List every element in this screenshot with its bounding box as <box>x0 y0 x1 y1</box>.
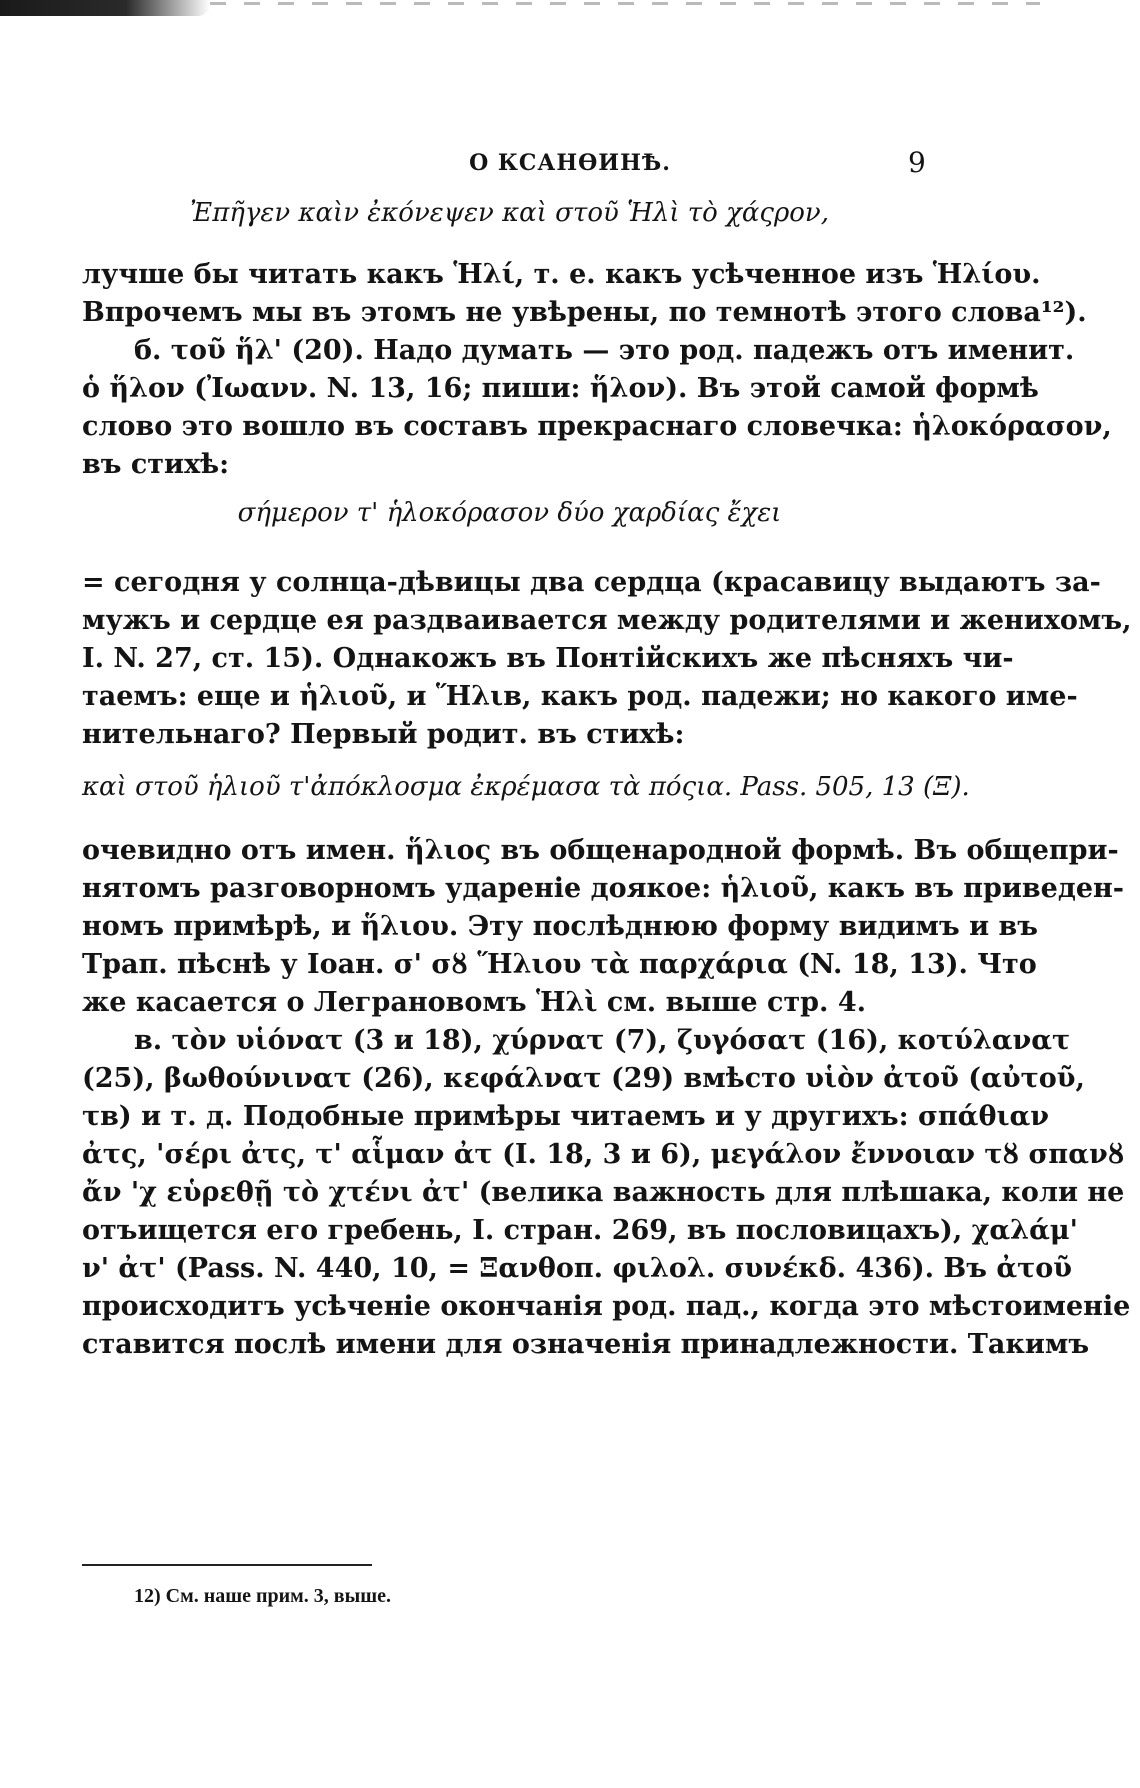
body-line-14: номъ примѣрѣ, и ἥλιου. Эту послѣднюю форму видимъ и въ <box>82 911 1038 942</box>
body-line-6: въ стихѣ: <box>82 449 230 480</box>
body-line-13: нятомъ разговорномъ удареніе доякое: ἡλιοῦ, какъ въ приведен- <box>82 873 1124 904</box>
body-line-22: отъищется его гребень, I. стран. 269, въ пословицахъ), χαλάμ' <box>82 1215 1078 1246</box>
body-line-12: очевидно отъ имен. ἥλιος въ общенародной формѣ. Въ общепри- <box>82 835 1119 866</box>
body-line-20: ἀτς, 'σέρι ἀτς, τ' αἷμαν ἀτ (I. 18, 3 и 6), μεγάλον ἔννοιαν τȣ σπανȣ <box>82 1139 1125 1170</box>
body-line-10: таемъ: еще и ἡλιοῦ, и Ἥλιв, какъ род. падежи; но какого име- <box>82 681 1078 712</box>
body-line-21: ἄν 'χ εὑρεθῇ τὸ χτένι ἀτ' (велика важность для плѣшака, коли не <box>82 1177 1125 1208</box>
body-line-25: ставится послѣ имени для означенія принадлежности. Такимъ <box>82 1329 1090 1360</box>
scan-top-artifact <box>210 2 1040 5</box>
body-line-3: б. τοῦ ἥλ' (20). Надо думать — это род. падежъ отъ именит. <box>134 335 1075 366</box>
body-line-2: Впрочемъ мы въ этомъ не увѣрены, по темнотѣ этого слова¹²). <box>82 297 1087 328</box>
running-header-title: О КСАНѲИНѢ. <box>469 150 671 176</box>
body-line-1: лучше бы читать какъ Ἡλί, т. е. какъ усѣченное изъ Ἡλίου. <box>82 259 1041 290</box>
body-line-19: τв) и т. д. Подобные примѣры читаемъ и у другихъ: σπάθιαν <box>82 1101 1050 1132</box>
body-line-24: происходитъ усѣченіе окончанія род. пад., когда это мѣстоименіе <box>82 1291 1131 1322</box>
body-line-23: ν' ἀτ' (Pass. N. 440, 10, = Ξανθοπ. φιλολ. συνέκδ. 436). Въ ἀτοῦ <box>82 1253 1073 1284</box>
body-line-17: в. τὸν υἱόνατ (3 и 18), χύρνατ (7), ζυγόσατ (16), κοτύλανατ <box>134 1025 1071 1056</box>
page-number: 9 <box>908 146 926 179</box>
body-line-8: мужъ и сердце ея раздваивается между родителями и женихомъ, <box>82 605 1132 636</box>
greek-verse-line-1: Ἐπῆγεν καὶν ἐκόνεψεν καὶ στοῦ Ἡλὶ τὸ χάςρον, <box>190 198 829 228</box>
greek-verse-line-2: σήμερον τ' ἡλοκόρασον δύο χαρδίας ἔχει <box>237 498 782 528</box>
greek-verse-line-3: καὶ στοῦ ἡλιοῦ τ'ἀπόκλοσμα ἐκρέμασα τὰ πόςια. Pass. 505, 13 (Ξ). <box>82 772 970 802</box>
body-line-5: слово это вошло въ составъ прекраснаго словечка: ἡλοκόρασον, <box>82 411 1112 442</box>
footnote-rule <box>82 1564 372 1566</box>
body-line-7: = сегодня у солнца-дѣвицы два сердца (красавицу выдаютъ за- <box>82 567 1101 598</box>
body-line-4: ὁ ἥλον (Ἰωανν. N. 13, 16; пиши: ἥλον). Въ этой самой формѣ <box>82 373 1039 404</box>
scan-smudge <box>0 0 210 16</box>
body-line-15: Трап. пѣснѣ у Іоан. σ' σȣ Ἥλιου τὰ παρχάρια (N. 18, 13). Что <box>82 949 1037 980</box>
body-line-9: I. N. 27, ст. 15). Однакожъ въ Понтійскихъ же пѣсняхъ чи- <box>82 643 1014 674</box>
footnote: 12) См. наше прим. 3, выше. <box>134 1585 391 1607</box>
body-line-16: же касается о Леграновомъ Ἡλὶ см. выше стр. 4. <box>82 987 867 1018</box>
body-line-18: (25), βωθούνινατ (26), κεφάλνατ (29) вмѣсто υἱὸν ἀτοῦ (αὐτοῦ, <box>82 1063 1085 1094</box>
body-line-11: нительнаго? Первый родит. въ стихѣ: <box>82 719 685 750</box>
